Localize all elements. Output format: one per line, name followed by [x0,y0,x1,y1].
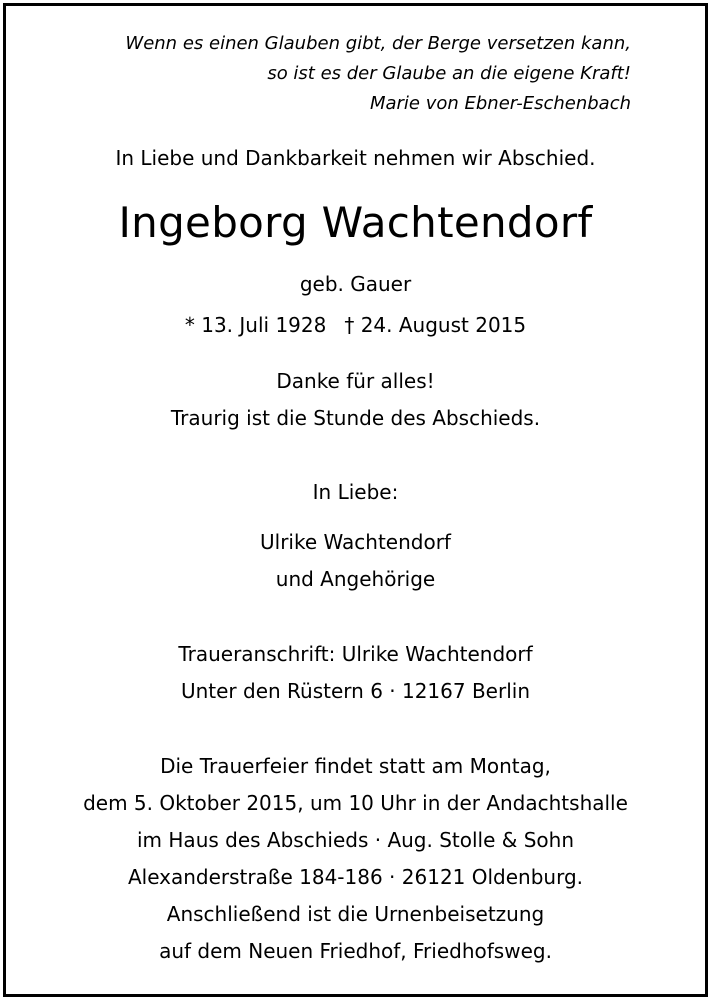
family-block [0,524,711,598]
quote-author: Marie von Ebner-Eschenbach [369,93,631,114]
ceremony-line-1: Die Trauerfeier findet statt am Montag, [160,754,551,778]
family-line-1: Ulrike Wachtendorf [260,530,451,554]
thanks-line-2: Traurig ist die Stunde des Abschieds. [170,406,541,430]
birth-date: * 13. Juli 1928 [184,313,327,337]
ceremony-line-4: Alexanderstraße 184-186 · 26121 Oldenburg. [127,865,584,889]
maiden-name: geb. Gauer [299,272,412,296]
ceremony-line-2: dem 5. Oktober 2015, um 10 Uhr in der Andachtshalle [83,791,628,815]
family-heading: In Liebe: [312,480,399,504]
intro-text: In Liebe und Dankbarkeit nehmen wir Abschied. [115,146,596,170]
life-dates [0,313,711,337]
quote-block [125,29,631,119]
thanks-block [0,363,711,437]
ceremony-line-6: auf dem Neuen Friedhof, Friedhofsweg. [159,939,552,963]
ceremony-line-3: im Haus des Abschieds · Aug. Stolle & Sohn [137,828,574,852]
thanks-line-1: Danke für alles! [276,369,435,393]
quote-line-1: Wenn es einen Glauben gibt, der Berge versetzen kann, [125,33,631,54]
address-line-1: Traueranschrift: Ulrike Wachtendorf [178,642,533,666]
family-line-2: und Angehörige [275,567,436,591]
death-date: † 24. August 2015 [344,313,527,337]
quote-line-2: so ist es der Glaube an die eigene Kraft! [267,63,631,84]
ceremony-block [0,748,711,970]
deceased-name: Ingeborg Wachtendorf [118,198,593,247]
address-line-2: Unter den Rüstern 6 · 12167 Berlin [180,679,531,703]
ceremony-line-5: Anschließend ist die Urnenbeisetzung [166,902,545,926]
address-block [0,636,711,710]
